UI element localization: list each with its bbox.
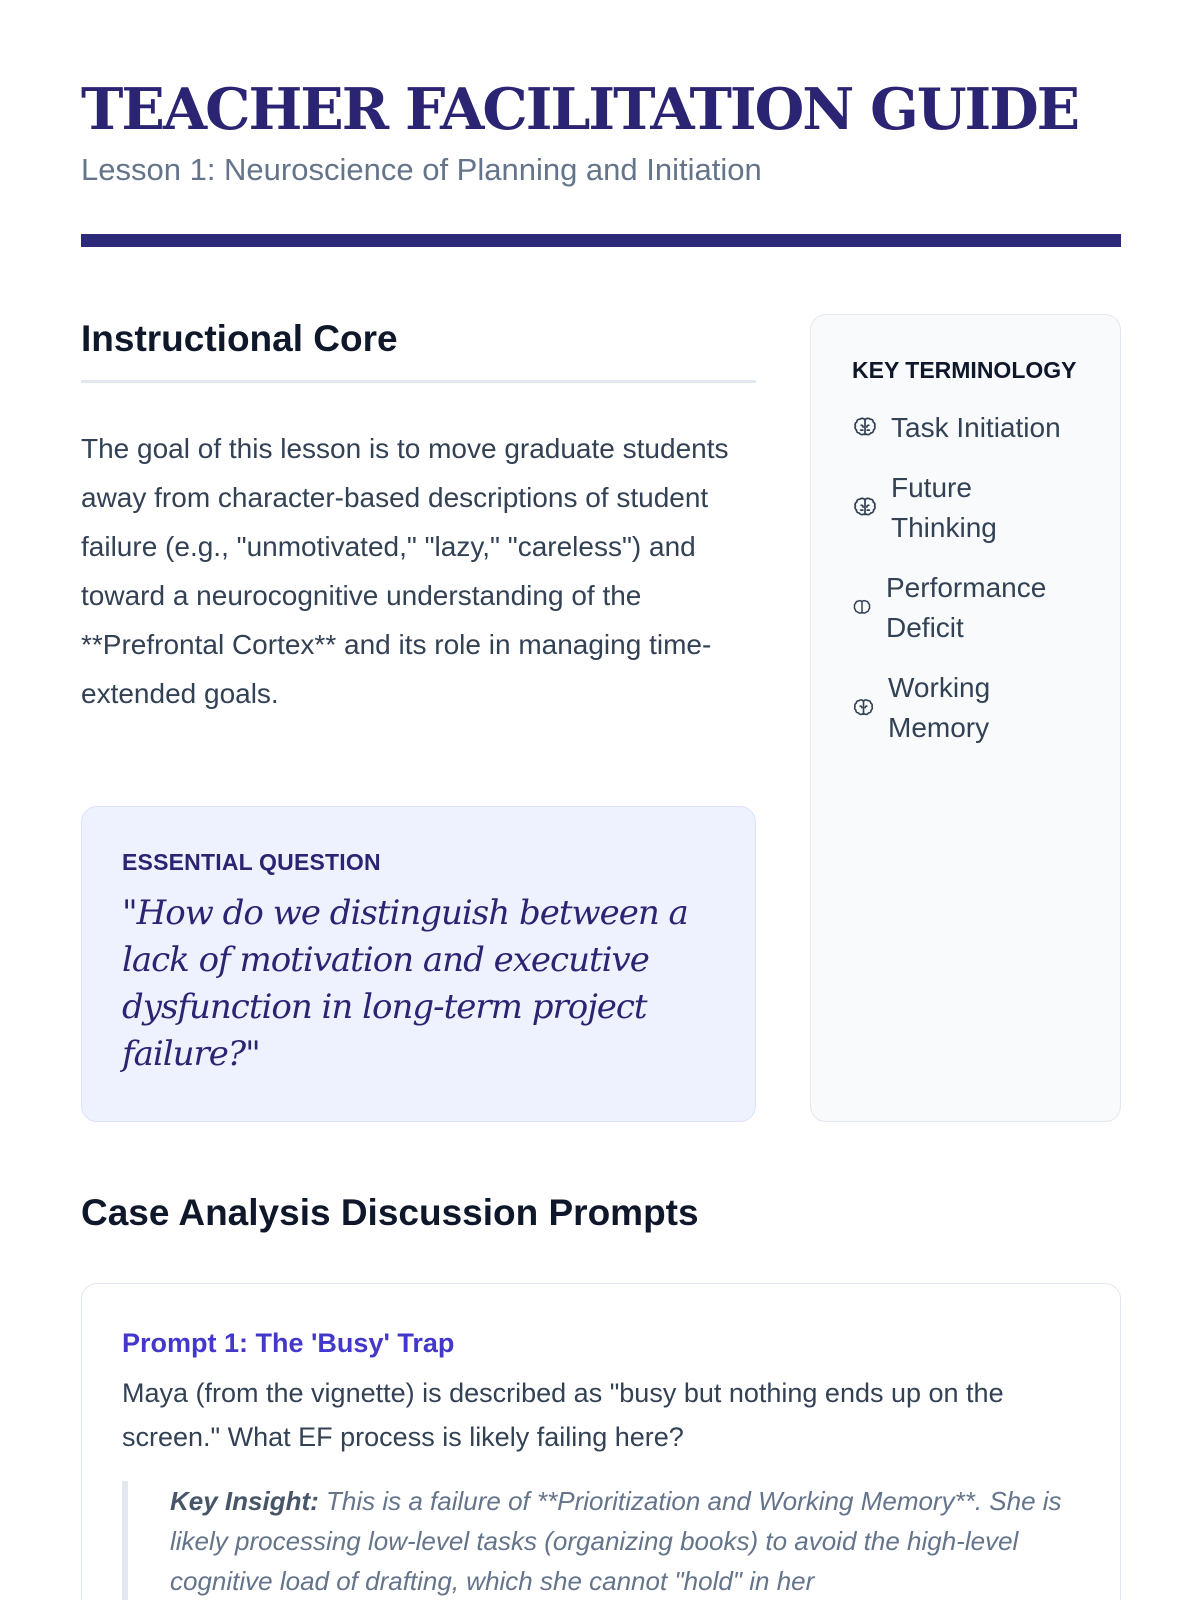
- instructional-core-heading: Instructional Core: [81, 318, 398, 359]
- page-title: TEACHER FACILITATION GUIDE: [81, 76, 1079, 143]
- key-term-item: [852, 468, 1100, 548]
- brain-icon: [852, 697, 875, 720]
- key-term-item: [852, 408, 1100, 448]
- brain-icon: [852, 495, 878, 521]
- key-terminology-label: KEY TERMINOLOGY: [852, 357, 1077, 383]
- key-term-label: Task Initiation: [891, 412, 1061, 443]
- case-analysis-heading: Case Analysis Discussion Prompts: [81, 1192, 699, 1233]
- page-subtitle: Lesson 1: Neuroscience of Planning and Initiation: [81, 152, 762, 187]
- key-term-item: [852, 668, 1100, 748]
- discussion-prompt-card: [81, 1283, 1121, 1600]
- instructional-core-body: The goal of this lesson is to move graduate students away from character-based descriptions of student failure (e.g., "unmotivated," "lazy," "careless") and toward a neurocognitive understanding of the **Prefrontal Cortex** and its role in managing time-extended goals.: [81, 433, 729, 709]
- brain-icon: [852, 415, 878, 441]
- instructional-core-divider: [81, 380, 756, 383]
- key-term-item: [852, 568, 1100, 648]
- essential-question-text: "How do we distinguish between a lack of motivation and executive dysfunction in long-term project failure?": [122, 893, 688, 1074]
- key-insight-text: This is a failure of **Prioritization and Working Memory**. She is likely processing low-level tasks (organizing books) to avoid the high-level cognitive load of drafting, which she cannot "hold" in her: [170, 1486, 1062, 1596]
- key-terminology-panel: [810, 314, 1121, 1122]
- key-term-label: Performance Deficit: [886, 572, 1047, 643]
- prompt-title: Prompt 1: The 'Busy' Trap: [122, 1328, 455, 1358]
- prompt-body: Maya (from the vignette) is described as "busy but nothing ends up on the screen." What EF process is likely failing here?: [122, 1378, 1004, 1452]
- brain-icon: [852, 598, 872, 618]
- key-insight-quote: [122, 1481, 1080, 1600]
- key-term-label: Future Thinking: [891, 472, 997, 543]
- key-insight-label: Key Insight:: [170, 1486, 319, 1516]
- title-divider: [81, 234, 1121, 247]
- essential-question-label: ESSENTIAL QUESTION: [122, 849, 381, 875]
- key-terminology-list: [852, 408, 1100, 748]
- key-term-label: Working Memory: [888, 672, 991, 743]
- essential-question-box: [81, 806, 756, 1122]
